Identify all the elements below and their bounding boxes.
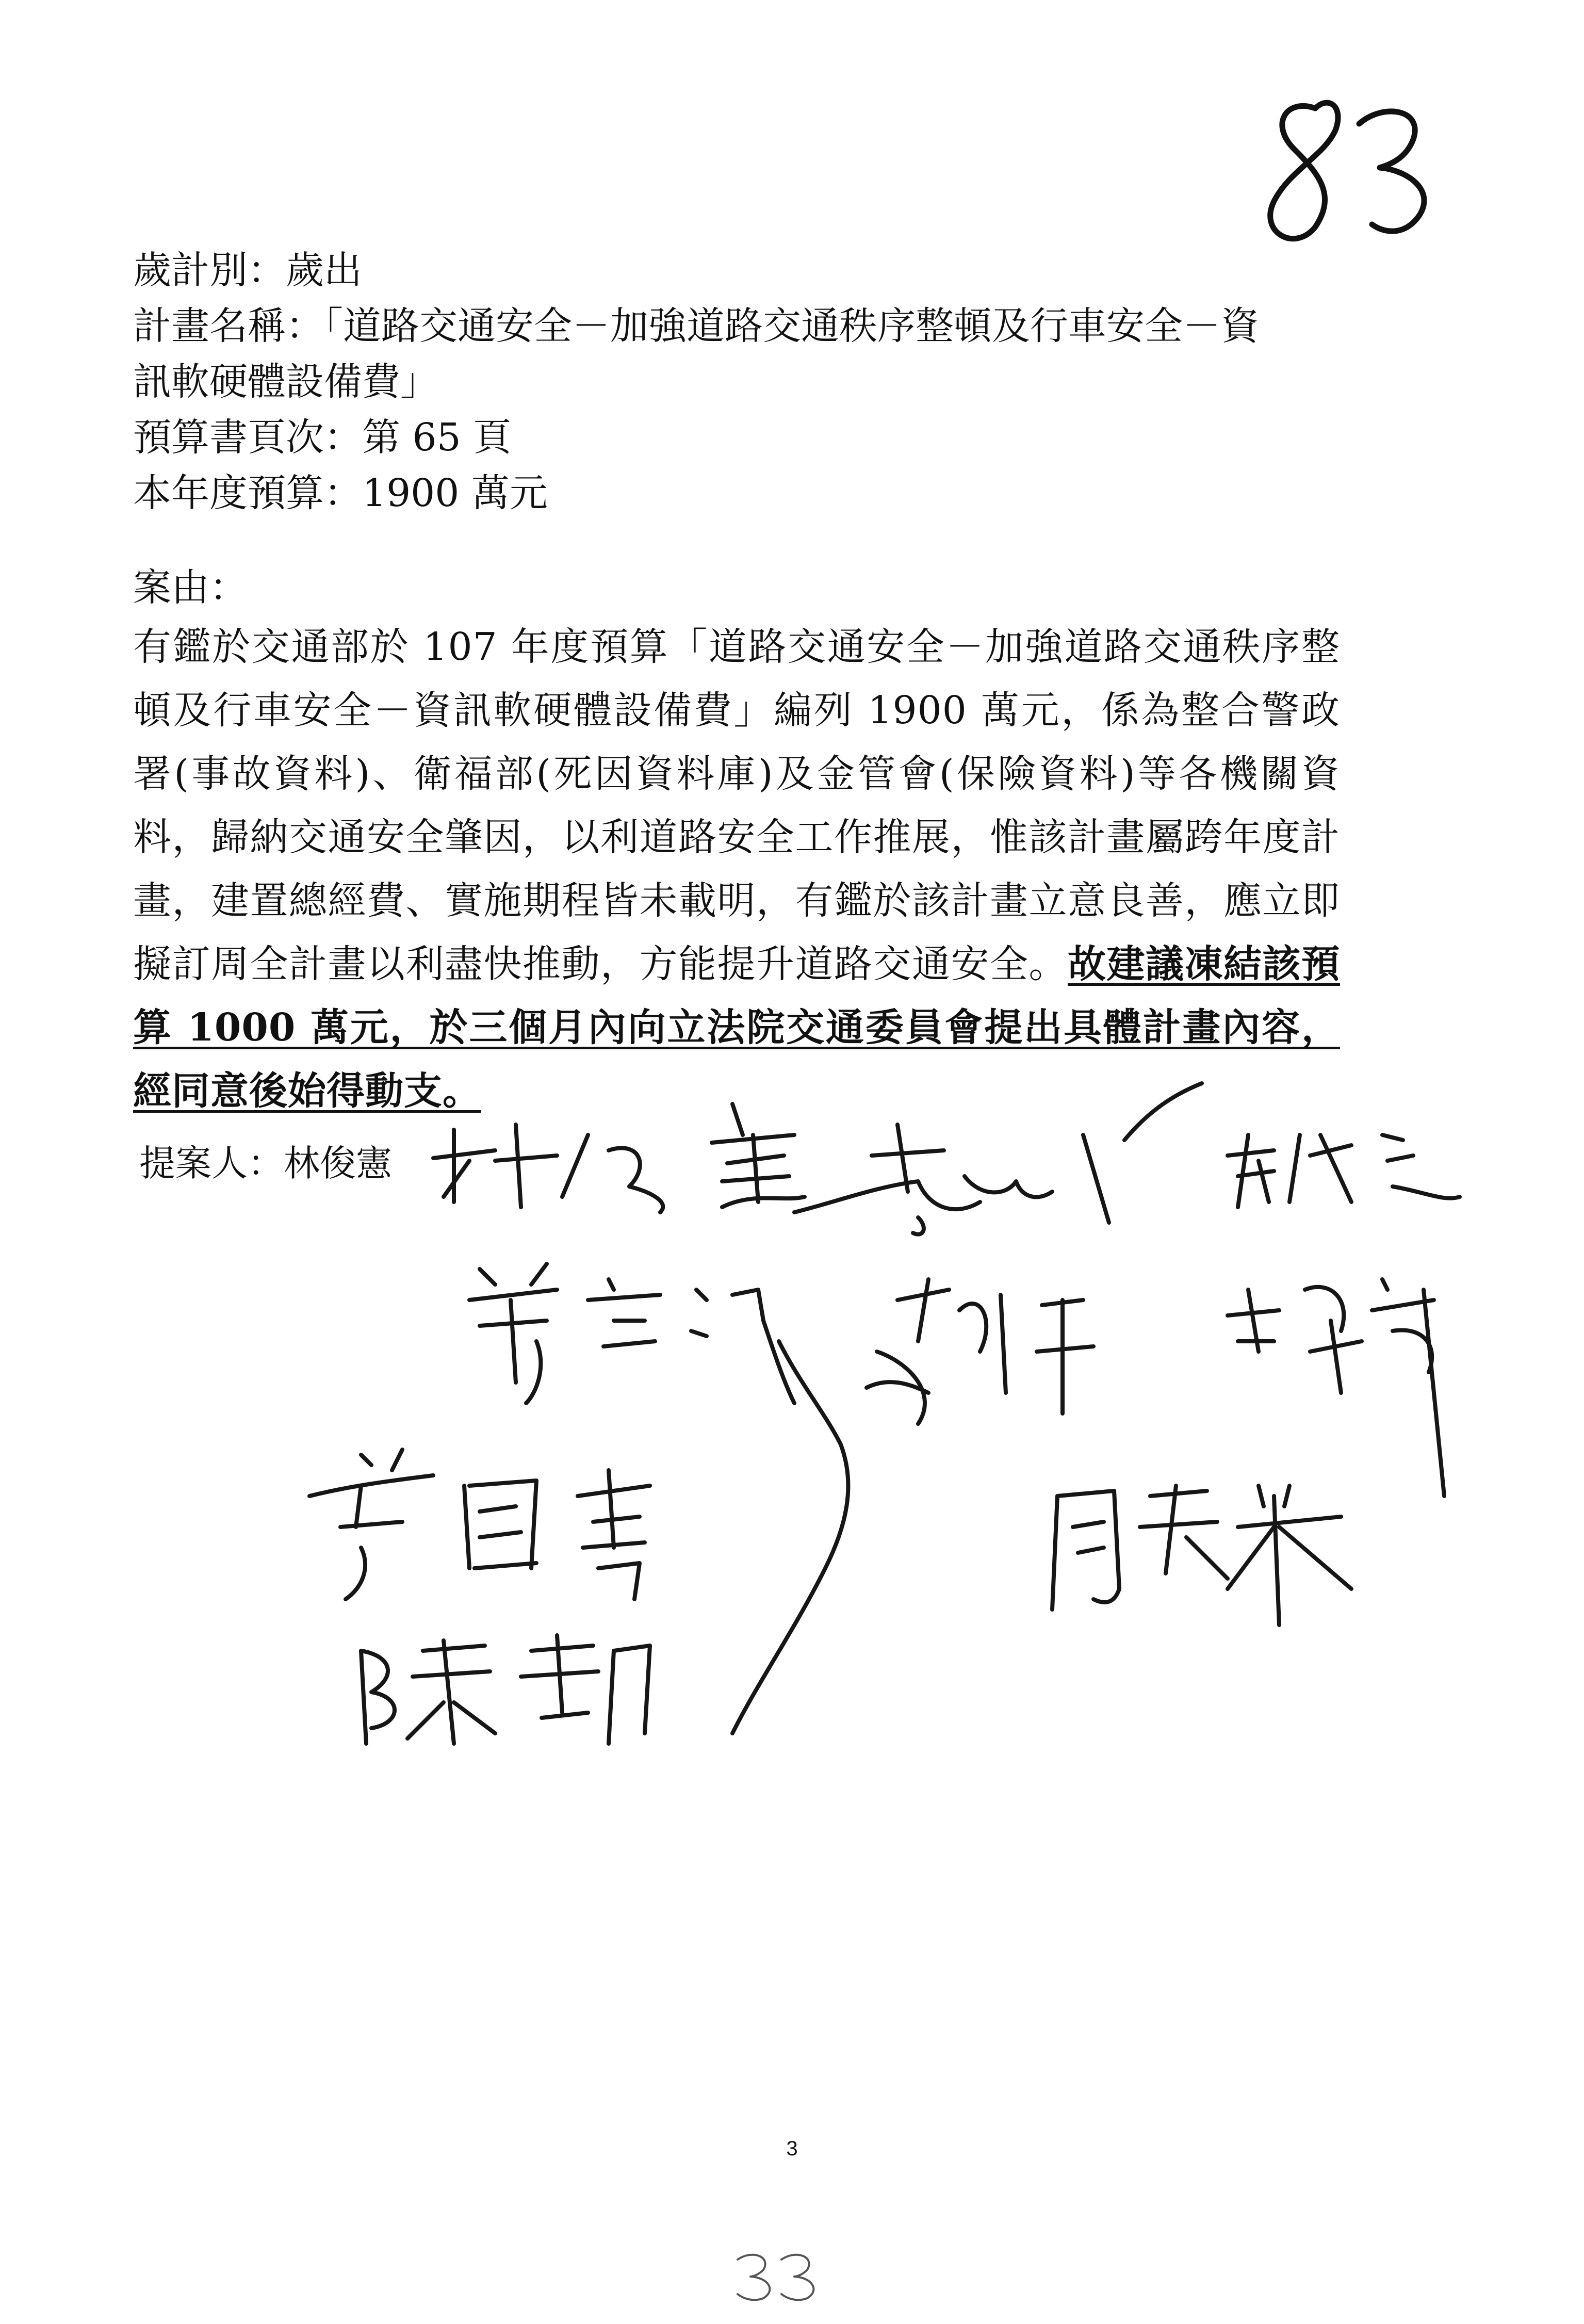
program-type: 歲計別：歲出 xyxy=(133,248,362,292)
signature-8 xyxy=(1052,1486,1351,1625)
header-block xyxy=(133,242,1340,521)
signature-5 xyxy=(867,1279,1093,1424)
handwritten-page-number xyxy=(727,2247,830,2303)
signature-6 xyxy=(1228,1279,1444,1496)
project-name-line2: 訊軟硬體設備費」 xyxy=(133,360,438,404)
reason-title: 案由： xyxy=(133,565,248,610)
proposer-label: 提案人：林俊憲 xyxy=(139,1142,392,1184)
page-number: 3 xyxy=(786,2137,798,2160)
budget-page: 預算書頁次：第 65 頁 xyxy=(133,415,512,460)
reason-body-text: 有鑑於交通部於 107 年度預算「道路交通安全－加強道路交通秩序整頓及行車安全－資訊軟硬體設備費」編列 1900 萬元，係為整合警政署(事故資料)、衛福部(死因資料庫)及金管會(保險資料)等各機關資料，歸納交通安全肇因，以利道路安全工作推展，惟該計畫屬跨年度計畫，建置總經費、實施期程皆未載明，有鑑於該計畫立意良善，應立即擬訂周全計畫以利盡快推動，方能提升道路交通安全。 xyxy=(133,625,1340,986)
signature-9 xyxy=(361,1635,650,1744)
signature-3 xyxy=(1228,1135,1460,1207)
reason-block xyxy=(133,560,1340,1123)
signature-trailing-stroke xyxy=(732,1341,848,1733)
handwritten-number xyxy=(1238,77,1455,263)
signature-4 xyxy=(469,1264,794,1403)
reason-body xyxy=(133,615,1340,1123)
signature-7 xyxy=(309,1450,650,1599)
project-name-line1: 計畫名稱：「道路交通安全－加強道路交通秩序整頓及行車安全－資 xyxy=(133,304,1259,348)
annual-budget: 本年度預算：1900 萬元 xyxy=(133,471,548,515)
reason-body-emphasis: 故建議凍結該預算 1000 萬元，於三個月內向立法院交通委員會提出具體計畫內容，經同意後始得動支。 xyxy=(133,942,1340,1113)
